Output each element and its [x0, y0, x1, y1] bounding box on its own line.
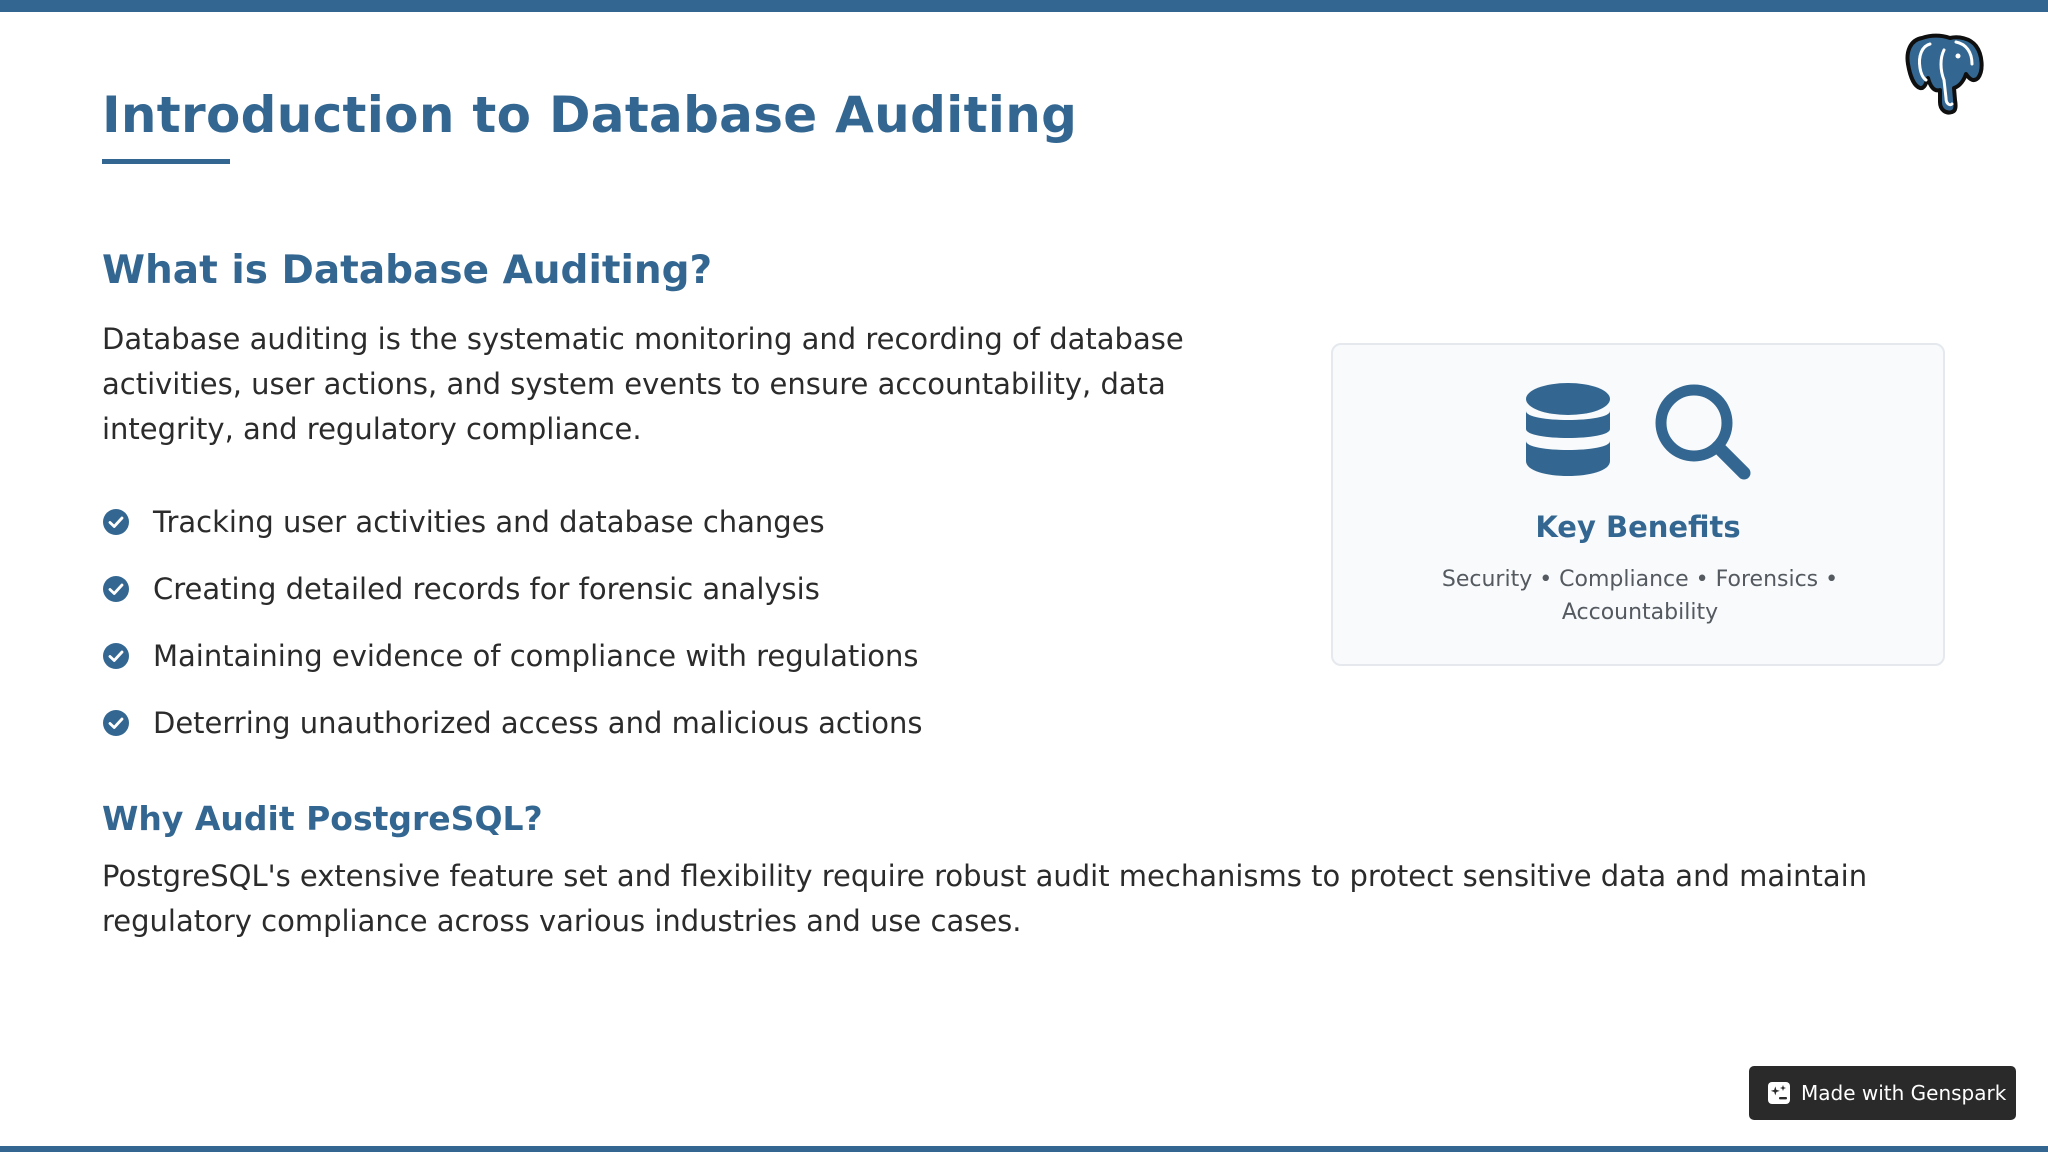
- list-item: [102, 488, 923, 555]
- list-item-text: Creating detailed records for forensic analysis: [153, 571, 820, 606]
- list-item: [102, 555, 923, 622]
- what-section-paragraph: Database auditing is the systematic monitoring and recording of database activities, user actions, and system events to ensure accountability, data integrity, and regulatory compliance.: [102, 322, 1184, 446]
- card-description: Security • Compliance • Forensics • Accountability: [1441, 567, 1839, 625]
- what-section-heading: What is Database Auditing?: [102, 248, 713, 293]
- list-item-text: Deterring unauthorized access and malicious actions: [153, 705, 923, 740]
- check-circle-icon: [102, 709, 130, 737]
- made-with-genspark-button[interactable]: [1749, 1066, 2016, 1120]
- key-benefits-card: [1331, 343, 1945, 666]
- check-circle-icon: [102, 642, 130, 670]
- bottom-accent-bar: [0, 1146, 2048, 1152]
- why-section-heading: Why Audit PostgreSQL?: [102, 799, 543, 838]
- check-circle-icon: [102, 508, 130, 536]
- card-title: Key Benefits: [1535, 510, 1741, 544]
- search-icon: [1652, 381, 1752, 481]
- badge-label: Made with Genspark: [1801, 1081, 2007, 1105]
- list-item-text: Maintaining evidence of compliance with regulations: [153, 638, 919, 673]
- list-item-text: Tracking user activities and database changes: [153, 504, 825, 539]
- postgresql-elephant-icon: [1900, 28, 1988, 116]
- list-item: [102, 689, 923, 756]
- page-title: Introduction to Database Auditing: [102, 86, 1078, 144]
- why-section-paragraph: PostgreSQL's extensive feature set and flexibility require robust audit mechanisms to protect sensitive data and maintain regulatory compliance across various industries and use cases.: [102, 859, 1868, 938]
- bullet-list: [102, 488, 923, 756]
- card-icons: [1333, 381, 1943, 481]
- top-accent-bar: [0, 0, 2048, 12]
- database-icon: [1524, 381, 1612, 481]
- check-circle-icon: [102, 575, 130, 603]
- title-underline: [102, 159, 230, 164]
- genspark-icon: [1767, 1081, 1791, 1105]
- list-item: [102, 622, 923, 689]
